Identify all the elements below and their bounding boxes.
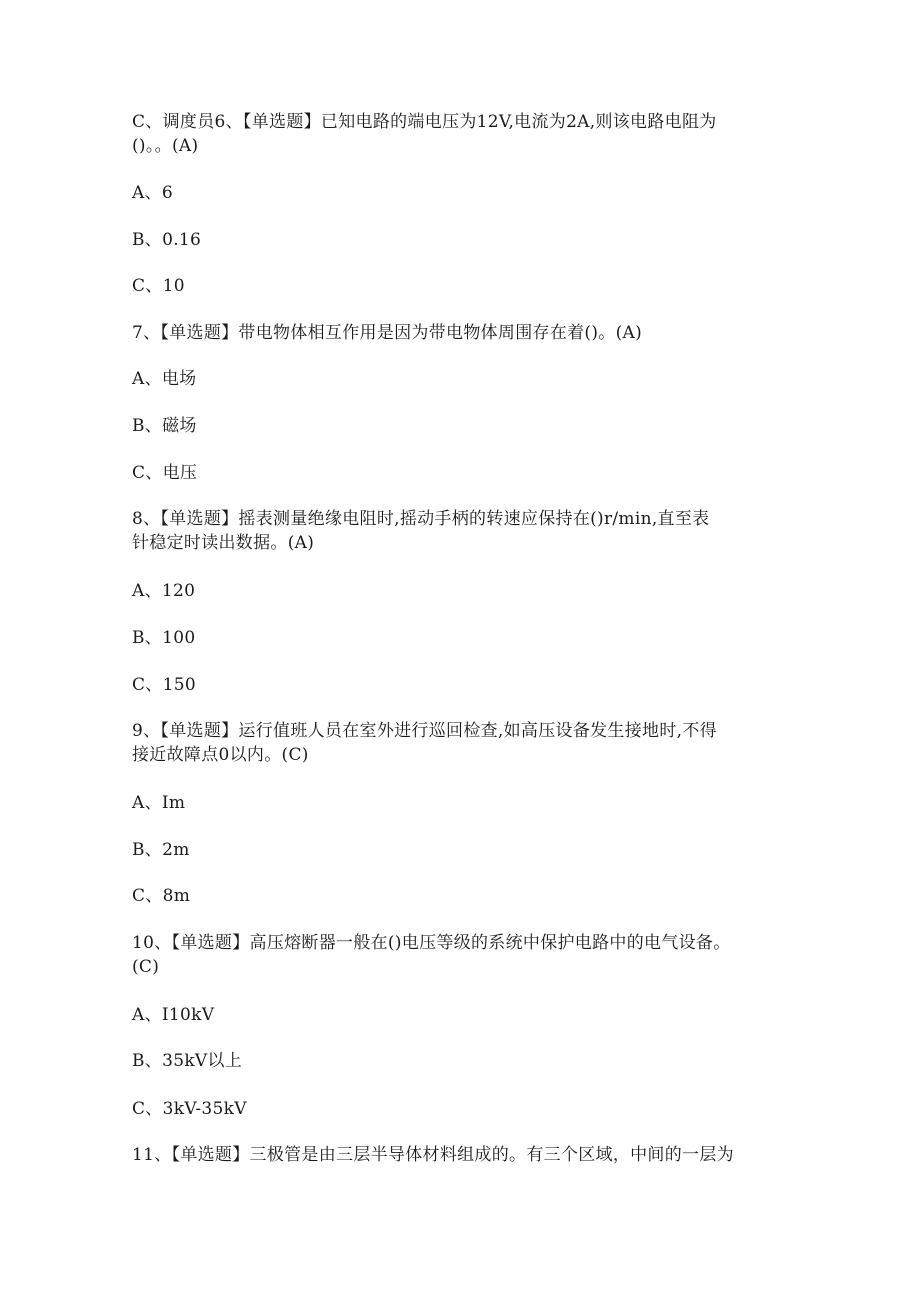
question-9-option-a: A、Im	[132, 793, 186, 813]
question-6-text-continued: ()。。(A)	[132, 136, 199, 156]
question-9-option-b: B、2m	[132, 840, 190, 860]
question-6-text: C、调度员6、【单选题】已知电路的端电压为12V,电流为2A,则该电路电阻为	[132, 112, 717, 132]
question-9-text: 9、【单选题】运行值班人员在室外进行巡回检查,如高压设备发生接地时,不得	[132, 721, 717, 741]
question-8-text-continued: 针稳定时读出数据。(A)	[132, 533, 315, 553]
question-6-option-b: B、0.16	[132, 230, 202, 250]
question-8-option-b: B、100	[132, 628, 196, 648]
question-10-text: 10、【单选题】高压熔断器一般在()电压等级的系统中保护电路中的电气设备。	[132, 933, 731, 953]
question-8-option-a: A、120	[132, 581, 196, 601]
question-9-option-c: C、8m	[132, 886, 191, 906]
question-10-option-b: B、35kV以上	[132, 1051, 243, 1071]
question-10-option-a: A、I10kV	[132, 1005, 215, 1025]
question-7-option-a: A、电场	[132, 369, 197, 389]
question-7-text: 7、【单选题】带电物体相互作用是因为带电物体周围存在着()。(A)	[132, 323, 643, 343]
question-10-option-c: C、3kV-35kV	[132, 1099, 247, 1119]
question-6-option-a: A、6	[132, 183, 173, 203]
question-8-text: 8、【单选题】摇表测量绝缘电阻时,摇动手柄的转速应保持在()r/min,直至表	[132, 509, 710, 529]
question-10-text-continued: (C)	[132, 957, 160, 977]
question-11-text: 11、【单选题】三极管是由三层半导体材料组成的。有三个区域，中间的一层为	[132, 1145, 734, 1165]
question-6-option-c: C、10	[132, 276, 185, 296]
question-9-text-continued: 接近故障点0以内。(C)	[132, 745, 309, 765]
question-7-option-b: B、磁场	[132, 416, 197, 436]
question-7-option-c: C、电压	[132, 463, 198, 483]
question-8-option-c: C、150	[132, 675, 196, 695]
